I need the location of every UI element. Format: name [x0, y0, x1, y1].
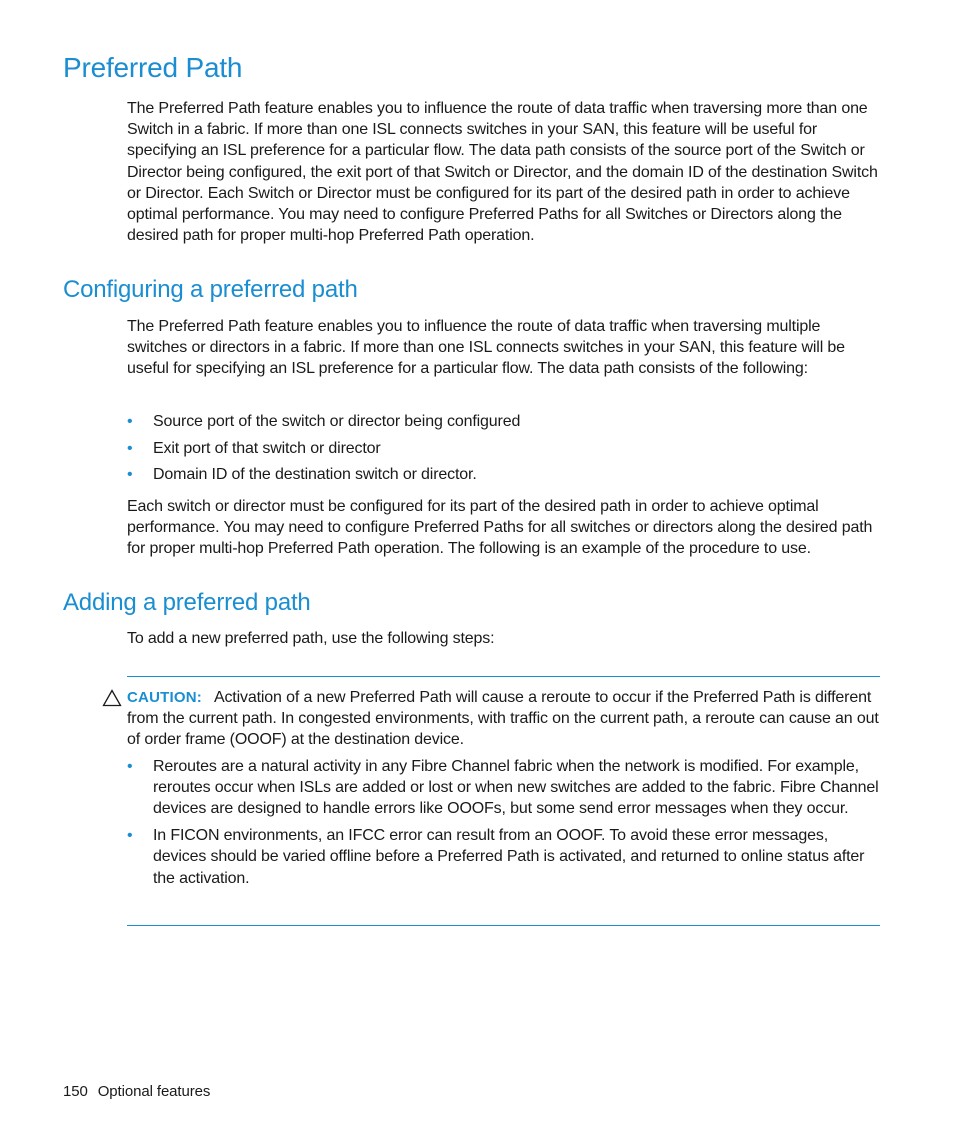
- list-item: [127, 411, 879, 432]
- caution-label: CAUTION:: [127, 689, 202, 706]
- caution-top-rule: [127, 676, 880, 677]
- section-heading-configuring: Configuring a preferred path: [63, 276, 358, 303]
- list-item-text: Source port of the switch or director being configured: [153, 413, 521, 430]
- bullet-icon: •: [127, 758, 133, 775]
- configuring-paragraph-2: Each switch or director must be configured for its part of the desired path in order to achieve optimal performance. You may need to configure Preferred Paths for all switches or directors along the desired path for proper multi-hop Preferred Path operation. The following is an example of the procedure to use.: [127, 498, 873, 558]
- list-item-text: In FICON environments, an IFCC error can result from an OOOF. To avoid these error messages, devices should be varied offline before a Preferred Path is activated, and returned to online status after the activation.: [153, 827, 865, 887]
- adding-paragraph: To add a new preferred path, use the following steps:: [127, 630, 495, 647]
- caution-paragraph: [127, 687, 879, 751]
- configuring-paragraph: The Preferred Path feature enables you to influence the route of data traffic when traversing multiple switches or directors in a fabric. If more than one ISL connects switches in your SAN, this feature will be useful for specifying an ISL preference for a particular flow. The data path consists of the following:: [127, 318, 845, 378]
- list-item: [127, 825, 879, 889]
- footer-section-title: Optional features: [97, 1083, 211, 1100]
- section-heading-adding: Adding a preferred path: [63, 589, 311, 616]
- list-item: [127, 438, 879, 459]
- intro-paragraph: The Preferred Path feature enables you to influence the route of data traffic when traversing more than one Switch in a fabric. If more than one ISL connects switches in your SAN, this feature will be useful for specifying an ISL preference for a particular flow. The data path consists of the source port of the Switch or Director being configured, the exit port of that Switch or Director, and the domain ID of the destination Switch or Director. Each Switch or Director must be configured for its part of the desired path in order to achieve optimal performance. You may need to configure Preferred Paths for all Switches or Directors along the desired path for proper multi-hop Preferred Path operation.: [127, 100, 878, 245]
- list-item-text: Domain ID of the destination switch or director.: [153, 466, 477, 484]
- page-title: Preferred Path: [63, 52, 243, 83]
- caution-bullet-list: [127, 756, 879, 889]
- list-item: [127, 756, 879, 820]
- page-number: 150: [63, 1083, 88, 1100]
- list-item-text: Exit port of that switch or director: [153, 439, 381, 457]
- list-item: [127, 464, 879, 485]
- bullet-icon: •: [127, 466, 133, 484]
- bullet-icon: •: [127, 413, 133, 430]
- bullet-icon: •: [127, 439, 133, 457]
- list-item-text: Reroutes are a natural activity in any Fibre Channel fabric when the network is modified. For example, reroutes occur when ISLs are added or lost or when new switches are added to the fabric. Fibre Channel devices are designed to handle errors like OOOFs, but some send error messages when they occur.: [153, 758, 879, 818]
- caution-text: Activation of a new Preferred Path will cause a reroute to occur if the Preferred Path is different from the current path. In congested environments, with traffic on the current path, a reroute can cause an out of order frame (OOOF) at the destination device.: [127, 689, 879, 749]
- bullet-icon: •: [127, 827, 133, 845]
- configuring-bullet-list: [127, 411, 879, 486]
- caution-bottom-rule: [127, 925, 880, 926]
- warning-triangle-icon: [102, 689, 122, 707]
- page-footer: [63, 1083, 210, 1100]
